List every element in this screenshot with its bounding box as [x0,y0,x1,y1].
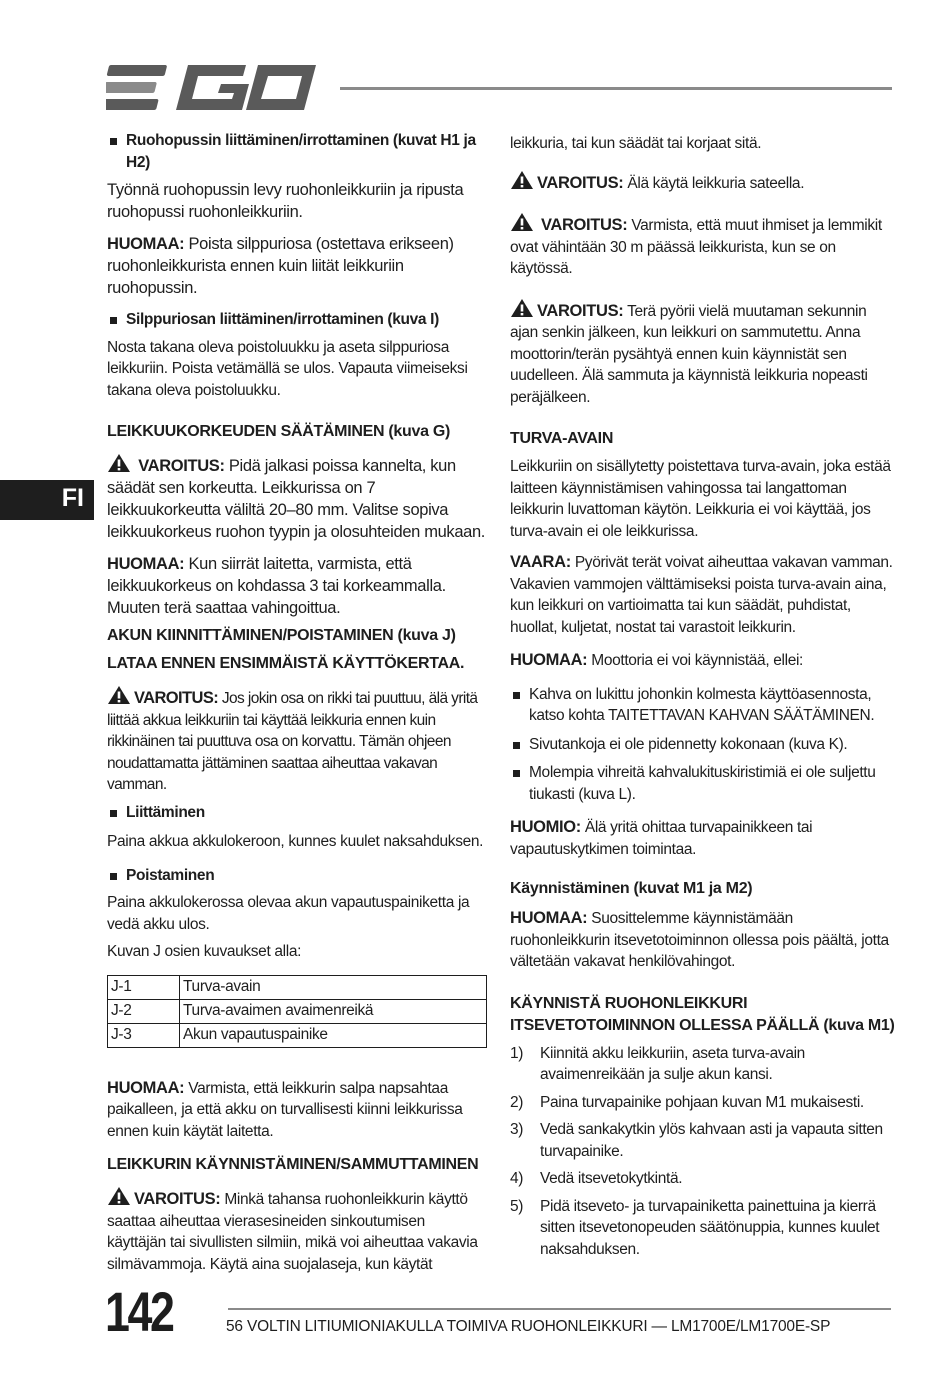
parts-table [107,975,487,1048]
section-heading: AKUN KIINNITTÄMINEN/POISTAMINEN (kuva J) [107,627,456,644]
page-number: 142 [105,1280,173,1343]
bullet-heading: Liittäminen [107,802,487,824]
section-heading: LATAA ENNEN ENSIMMÄISTÄ KÄYTTÖKERTAA. [107,655,465,672]
warning-label: VAROITUS: [537,173,624,192]
note-label: HUOMAA: [107,235,185,253]
bullet-heading: Ruohopussin liittäminen/irrottaminen (kuvat H1 ja H2) [107,130,486,173]
table-cell: Turva-avain [180,975,487,999]
table-row [108,999,487,1023]
warning-icon [510,170,534,190]
notice-text: Älä yritä ohittaa turvapainikkeen tai vapautuskytkimen toimintaa. [510,819,813,858]
note-text: Suosittelemme käynnistämään ruohonleikkurin itsevetotoiminnon ollessa pois päältä, jotta vältetään vakavat henkilövahingot. [510,910,889,970]
warning-icon [107,1186,131,1206]
warning-text: Jos jokin osa on rikki tai puuttuu, älä yritä liittää akkua leikkuriin tai käyttää leikkuria ennen kuin rikkinäinen tai puuttuva osa on korvattu. Tämän ohjeen noudattamatta jättäminen saattaa aiheuttaa vakavan vamman. [107,690,478,793]
warning [510,212,895,280]
section-heading: TURVA-AVAIN [510,430,614,447]
step-number: 1) [510,1044,524,1062]
warning-text: Älä käytä leikkuria sateella. [627,174,805,192]
left-column [107,130,487,1275]
table-cell: Akun vapautuspainike [180,1023,487,1047]
paragraph: Paina akkua akkulokeroon, kunnes kuulet naksahduksen. [107,833,484,850]
step-number: 4) [510,1170,524,1187]
note-text: Moottoria ei voi käynnistää, ellei: [591,652,804,669]
section-heading: KÄYNNISTÄ RUOHONLEIKKURI ITSEVETOTOIMINNON OLLESSA PÄÄLLÄ (kuva M1) [510,994,895,1034]
ego-logo [106,62,321,114]
step-text: Kiinnitä akku leikkuriin, aseta turva-avain avaimenreikään ja sulje akun kansi. [540,1044,805,1083]
table-intro: Kuvan J osien kuvaukset alla: [107,943,302,960]
footer-text: 56 VOLTIN LITIUMIONIAKULLA TOIMIVA RUOHONLEIKKURI — LM1700E/LM1700E-SP [226,1318,831,1335]
warning [107,1186,487,1275]
notice-label: HUOMIO: [510,818,581,836]
language-tab [0,480,94,520]
section-heading: LEIKKUUKORKEUDEN SÄÄTÄMINEN (kuva G) [107,423,450,440]
table-row [108,1023,487,1047]
note-label: HUOMAA: [510,651,588,669]
note-text: Kun siirrät laitetta, varmista, että leikkuukorkeus on kohdassa 3 tai korkeammalla. Muuten terä saattaa vahingoittua. [107,555,446,617]
note [510,650,895,672]
warning-text: Pidä jalkasi poissa kannelta, kun säädät sen korkeutta. Leikkurissa on 7 leikkuukorkeutta väliltä 20–80 mm. Valitse sopiva leikkuukorkeus ruohon tyypin ja olosuhteiden mukaan. [107,457,486,541]
warning [510,170,895,195]
warning-label: VAROITUS: [540,216,628,234]
warning [107,685,487,796]
note-text: Varmista, että leikkurin salpa napsahtaa paikalleen, ja että akku on turvallisesti kiinni leikkurissa ennen kuin käytät laitetta. [107,1079,463,1140]
right-column [510,130,895,1260]
table-cell: J-3 [108,1023,180,1047]
list-item: Sivutankoja ei ole pidennetty kokonaan (kuva K). [510,734,895,756]
step-number: 3) [510,1121,524,1138]
language-code: FI [61,484,84,512]
bullet-heading: Silppuriosan liittäminen/irrottaminen (kuva I) [107,309,487,331]
note-label: HUOMAA: [510,909,588,927]
step-item [510,1092,895,1114]
step-item [510,1119,895,1162]
warning-label: VAROITUS: [537,301,624,320]
warning-label: VAROITUS: [138,457,225,475]
warning-icon [107,453,131,473]
step-text: Vedä sankakytkin ylös kahvaan asti ja vapauta sitten turvapainike. [540,1121,883,1160]
step-item [510,1196,895,1261]
warning-icon [510,212,534,232]
note-text: Poista silppuriosa (ostettava erikseen) ruohonleikkurista ennen kuin liität leikkuriin ruohopussin. [107,235,454,297]
warning [510,298,895,409]
danger-label: VAARA: [510,553,571,571]
warning-text: Terä pyörii vielä muutaman sekunnin ajan senkin jälkeen, kun leikkuri on sammutettu. Anna moottorin/terän pysähtyä ennen kuin käynnistät sen uudelleen. Älä sammuta ja käynnistä leikkuria nopeasti peräjälkeen. [510,302,868,406]
table-row [108,975,487,999]
paragraph: leikkuria, tai kun säädät tai korjaat sitä. [510,135,762,152]
danger [510,552,895,638]
step-number: 2) [510,1093,524,1111]
table-cell: Turva-avaimen avaimenreikä [180,999,487,1023]
table-cell: J-1 [108,975,180,999]
step-number: 5) [510,1197,524,1215]
step-item [510,1168,895,1190]
notice [510,817,895,860]
warning-text: Minkä tahansa ruohonleikkurin käyttö saattaa aiheuttaa vierasesineiden sinkoutumisen käyttäjän tai sivullisten silmiin, mikä voi aiheuttaa vakavia silmävammoja. Käytä aina suojalaseja, kun käytät [107,1191,478,1273]
note [107,553,487,619]
paragraph: Nosta takana oleva poistoluukku ja aseta silppuriosa leikkuriin. Poista vetämällä se ulos. Vapauta viimeiseksi takana oleva poistoluukku. [107,338,468,399]
note [510,908,895,973]
footer-rule [228,1308,891,1310]
warning-icon [107,685,131,705]
warning [107,453,487,543]
step-text: Pidä itseveto- ja turvapainiketta painettuina ja kierrä sitten itsevetonopeuden säätönuppia, kunnes kuulet naksahduksen. [540,1197,880,1258]
paragraph: Työnnä ruohopussin levy ruohonleikkuriin ja ripusta ruohopussi ruohonleikkuriin. [107,181,464,221]
step-text: Paina turvapainike pohjaan kuvan M1 mukaisesti. [540,1093,864,1111]
warning-label: VAROITUS: [134,1190,221,1208]
header-rule [340,87,892,90]
note-label: HUOMAA: [107,1078,185,1097]
bullet-heading: Poistaminen [107,865,487,887]
danger-text: Pyörivät terät voivat aiheuttaa vakavan vamman. Vakavien vammojen välttämiseksi poista turva-avain aina, kun leikkuri on vartioimatta tai kun säädät, puhdistat, huollat, kuljetat, nostat tai varastoit leikkurin. [510,554,893,636]
note [107,1078,487,1143]
paragraph: Leikkuriin on sisällytetty poistettava turva-avain, joka estää laitteen käynnistämisen vahingossa tai langattoman leikkurin luvattoman käytön. Leikkuria ei voi käyttää, jos turva-avain ei ole leikkurissa. [510,458,891,540]
table-cell: J-2 [108,999,180,1023]
step-item [510,1043,895,1086]
warning-text: Varmista, että muut ihmiset ja lemmikit ovat vähintään 30 m päässä leikkurista, kun se on käytössä. [510,217,882,277]
warning-label: VAROITUS: [134,689,219,707]
list-item: Kahva on lukittu johonkin kolmesta käyttöasennosta, katso kohta TAITETTAVAN KAHVAN SÄÄTÄMINEN. [510,684,895,727]
section-heading: Käynnistäminen (kuvat M1 ja M2) [510,880,753,897]
note-label: HUOMAA: [107,555,185,573]
list-item: Molempia vihreitä kahvalukituskiristimiä ei ole suljettu tiukasti (kuva L). [510,762,895,805]
step-text: Vedä itsevetokytkintä. [540,1170,683,1187]
note [107,233,487,299]
section-heading: LEIKKURIN KÄYNNISTÄMINEN/SAMMUTTAMINEN [107,1156,479,1173]
warning-icon [510,298,534,318]
paragraph: Paina akkulokerossa olevaa akun vapautuspainiketta ja vedä akku ulos. [107,894,470,933]
